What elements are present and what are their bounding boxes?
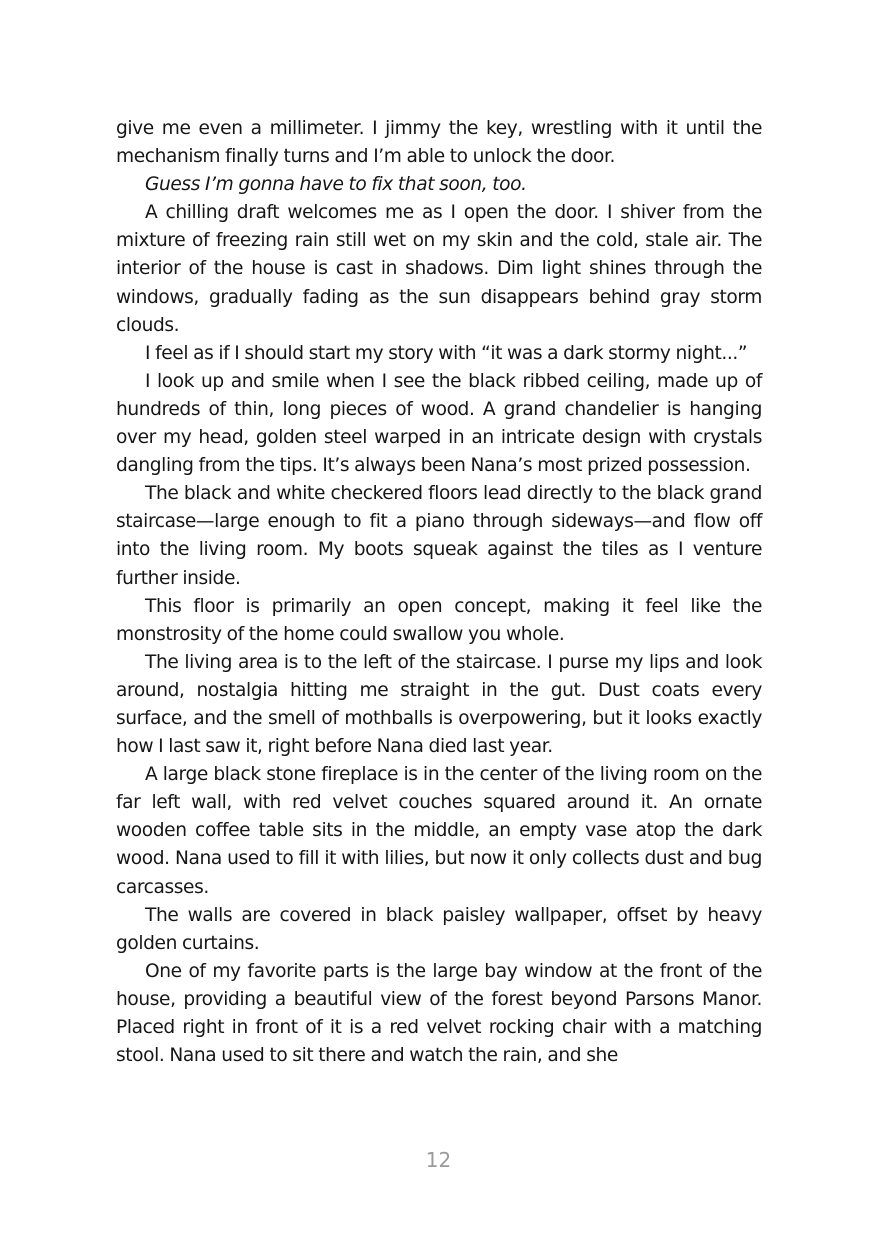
paragraph-italic-thought: Guess I’m gonna have to fix that soon, too. <box>145 174 527 196</box>
paragraph: A large black stone fireplace is in the center of the living room on the far left wall, with red velvet couches squared around it. An ornate wooden coffee table sits in the middle, an empty vase atop the dark wood. Nana used to fill it with lilies, but now it only collects dust and bug carcasses. <box>116 764 762 898</box>
paragraph: I look up and smile when I see the black ribbed ceiling, made up of hundreds of thin, long pieces of wood. A grand chandelier is hanging over my head, golden steel warped in an intricate design with crystals dangling from the tips. It’s always been Nana’s most prized possession. <box>116 370 762 477</box>
paragraph-continued: give me even a millimeter. I jimmy the key, wrestling with it until the mechanism finally turns and I’m able to unlock the door. <box>116 118 762 168</box>
page-body <box>116 115 762 1070</box>
paragraph: The black and white checkered floors lead directly to the black grand staircase—large enough to fit a piano through sideways—and flow off into the living room. My boots squeak against the tiles as I venture further inside. <box>116 483 762 589</box>
paragraph: I feel as if I should start my story with “it was a dark stormy night...” <box>145 342 748 364</box>
paragraph: The walls are covered in black paisley wallpaper, offset by heavy golden curtains. <box>116 904 762 954</box>
paragraph: One of my favorite parts is the large bay window at the front of the house, providing a beautiful view of the forest beyond Parsons Manor. Placed right in front of it is a red velvet rocking chair with a matching stool. Nana used to sit there and watch the rain, and she <box>116 960 762 1067</box>
paragraph: A chilling draft welcomes me as I open the door. I shiver from the mixture of freezing rain still wet on my skin and the cold, stale air. The interior of the house is cast in shadows. Dim light shines through the windows, gradually fading as the sun disappears behind gray storm clouds. <box>116 202 762 336</box>
page-number: 12 <box>425 1148 452 1172</box>
paragraph: This floor is primarily an open concept, making it feel like the monstrosity of the home could swallow you whole. <box>116 595 762 645</box>
paragraph: The living area is to the left of the staircase. I purse my lips and look around, nostalgia hitting me straight in the gut. Dust coats every surface, and the smell of mothballs is overpowering, but it looks exactly how I last saw it, right before Nana died last year. <box>116 651 762 758</box>
